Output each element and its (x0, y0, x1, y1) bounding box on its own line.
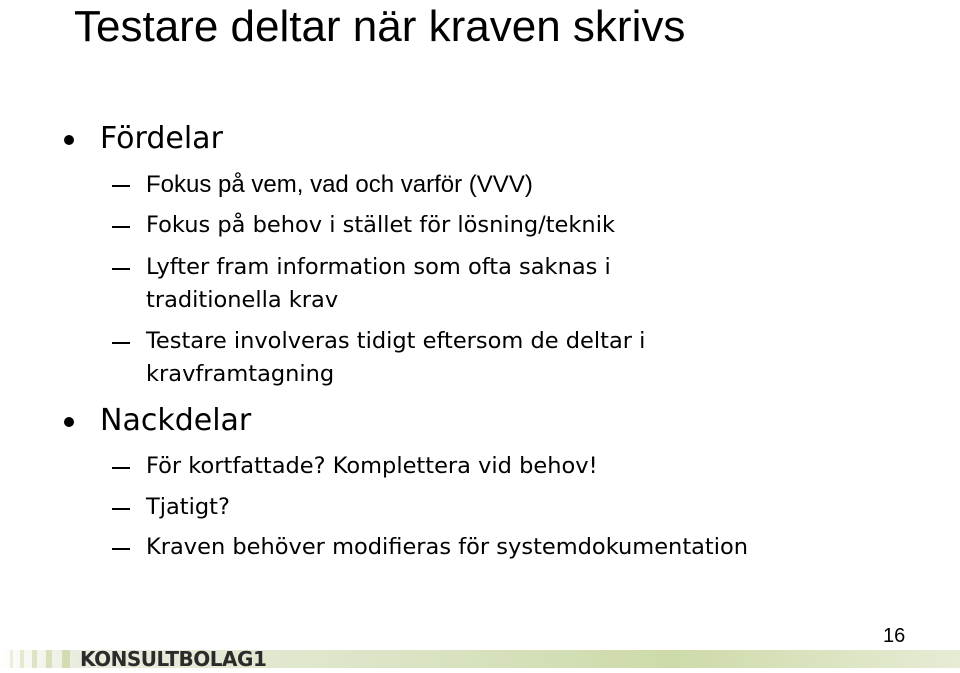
page-number: 16 (883, 625, 906, 647)
dash-marker (112, 226, 130, 228)
footer-stripes-icon (0, 650, 80, 668)
bullet-dot (64, 417, 74, 427)
subitem-tjatigt: Tjatigt? (146, 494, 230, 520)
logo-text: KONSULTBOLAG1 (80, 648, 266, 670)
bullet-fordelar: Fördelar (100, 121, 223, 156)
subitem-fokus-behov: Fokus på behov i stället för lösning/teknik (146, 212, 615, 238)
slide-title: Testare deltar när kraven skrivs (74, 2, 686, 51)
dash-marker (112, 342, 130, 344)
konsultbolag1-logo-icon (80, 648, 266, 670)
dash-marker (112, 467, 130, 469)
bullet-dot (64, 135, 74, 145)
dash-marker (112, 508, 130, 510)
subitem-modifieras: Kraven behöver modifieras för systemdokumentation (146, 534, 749, 560)
bullet-nackdelar: Nackdelar (100, 403, 252, 438)
konsultbolag1-logo (80, 648, 266, 670)
subitem-testare-line2: kravframtagning (146, 361, 335, 387)
subitem-kortfattade: För kortfattade? Komplettera vid behov! (146, 453, 598, 479)
subitem-testare-line1: Testare involveras tidigt eftersom de deltar i (146, 328, 646, 354)
subitem-lyfter-line1: Lyfter fram information som ofta saknas i (146, 254, 611, 280)
dash-marker (112, 548, 130, 550)
subitem-fokus-vem: Fokus på vem, vad och varför (VVV) (146, 171, 533, 198)
dash-marker (112, 185, 130, 187)
subitem-lyfter-line2: traditionella krav (146, 287, 339, 313)
dash-marker (112, 268, 130, 270)
